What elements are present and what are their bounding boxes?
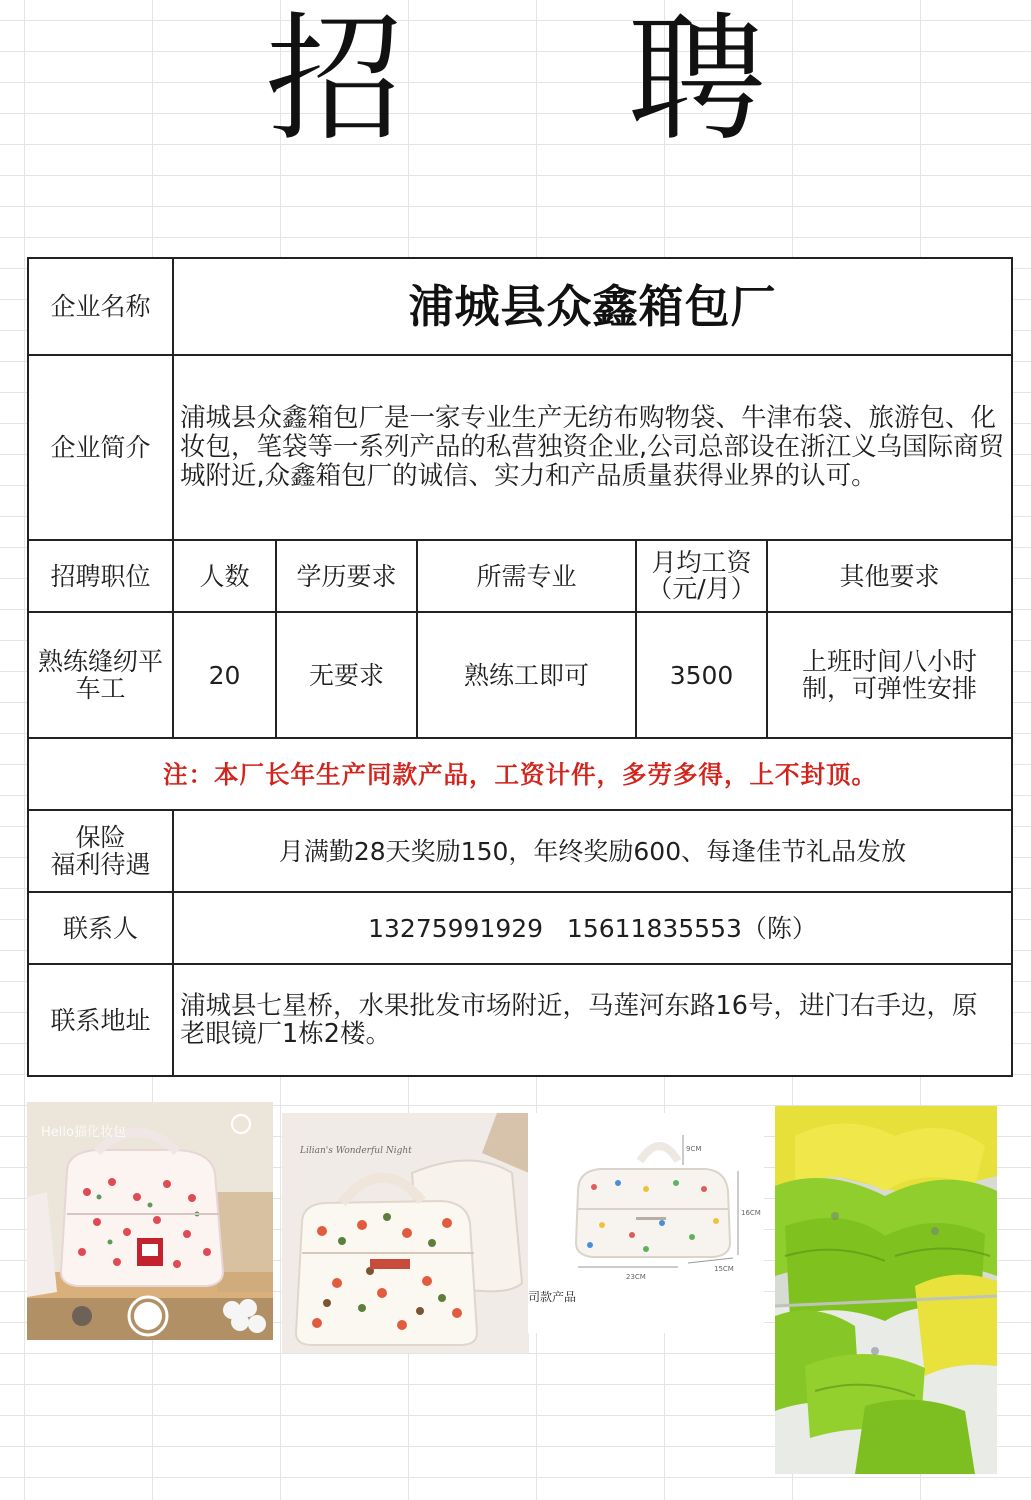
photo3-caption: 司款产品 <box>528 1290 577 1304</box>
company-name-label: 企业名称 <box>50 292 151 321</box>
benefits-value: 月满勤28天奖励150，年终奖励600、每逢佳节礼品发放 <box>278 836 907 866</box>
header-count: 人数 <box>199 561 250 591</box>
dim-handle-height: 9CM <box>686 1145 702 1153</box>
address-label: 联系地址 <box>50 1005 151 1035</box>
product-photo-printed-bag <box>282 1113 529 1353</box>
benefits-label: 保险 福利待遇 <box>50 823 151 879</box>
header-major: 所需专业 <box>476 561 577 591</box>
recruitment-form <box>27 257 1013 1077</box>
dim-width: 15CM <box>714 1265 734 1273</box>
header-other: 其他要求 <box>839 561 940 591</box>
poster-title: 招 聘 <box>265 0 856 160</box>
dim-length: 23CM <box>626 1273 646 1281</box>
major-value: 熟练工即可 <box>463 660 589 690</box>
company-intro: 浦城县众鑫箱包厂是一家专业生产无纺布购物袋、牛津布袋、旅游包、化妆包，笔袋等一系列产品的私营独资企业,公司总部设在浙江义乌国际商贸城附近,众鑫箱包厂的诚信、实力和产品质量获得业界的认可。 <box>180 403 1005 491</box>
position-value: 熟练缝纫平 车工 <box>37 647 163 703</box>
product-photo-dotted-bag <box>528 1113 764 1333</box>
photo2-caption: Lilian's Wonderful Night <box>300 1146 412 1156</box>
piece-rate-note: 注：本厂长年生产同款产品，工资计件，多劳多得，上不封顶。 <box>163 759 877 789</box>
product-photo-bag-pile <box>775 1106 997 1474</box>
dim-height: 16CM <box>741 1209 761 1217</box>
address-value: 浦城县七星桥，水果批发市场附近，马莲河东路16号，进门右手边，原老眼镜厂1栋2楼。 <box>180 991 978 1049</box>
product-photo-strip <box>0 1080 1031 1500</box>
company-name: 浦城县众鑫箱包厂 <box>408 280 777 333</box>
salary-value: 3500 <box>669 660 734 690</box>
header-education: 学历要求 <box>296 561 397 591</box>
header-position: 招聘职位 <box>50 561 151 591</box>
count-value: 20 <box>208 660 241 690</box>
contact-phones: 13275991929 15611835553（陈） <box>368 913 817 943</box>
company-intro-label: 企业简介 <box>50 433 151 462</box>
other-requirements-value: 上班时间八小时 制，可弹性安排 <box>801 647 977 703</box>
photo1-caption: Hello猫化妆包 <box>41 1125 126 1140</box>
product-photo-floral-bag <box>27 1102 273 1340</box>
contact-label: 联系人 <box>62 913 138 943</box>
header-salary: 月均工资 （元/月） <box>647 548 756 603</box>
education-value: 无要求 <box>308 660 384 690</box>
